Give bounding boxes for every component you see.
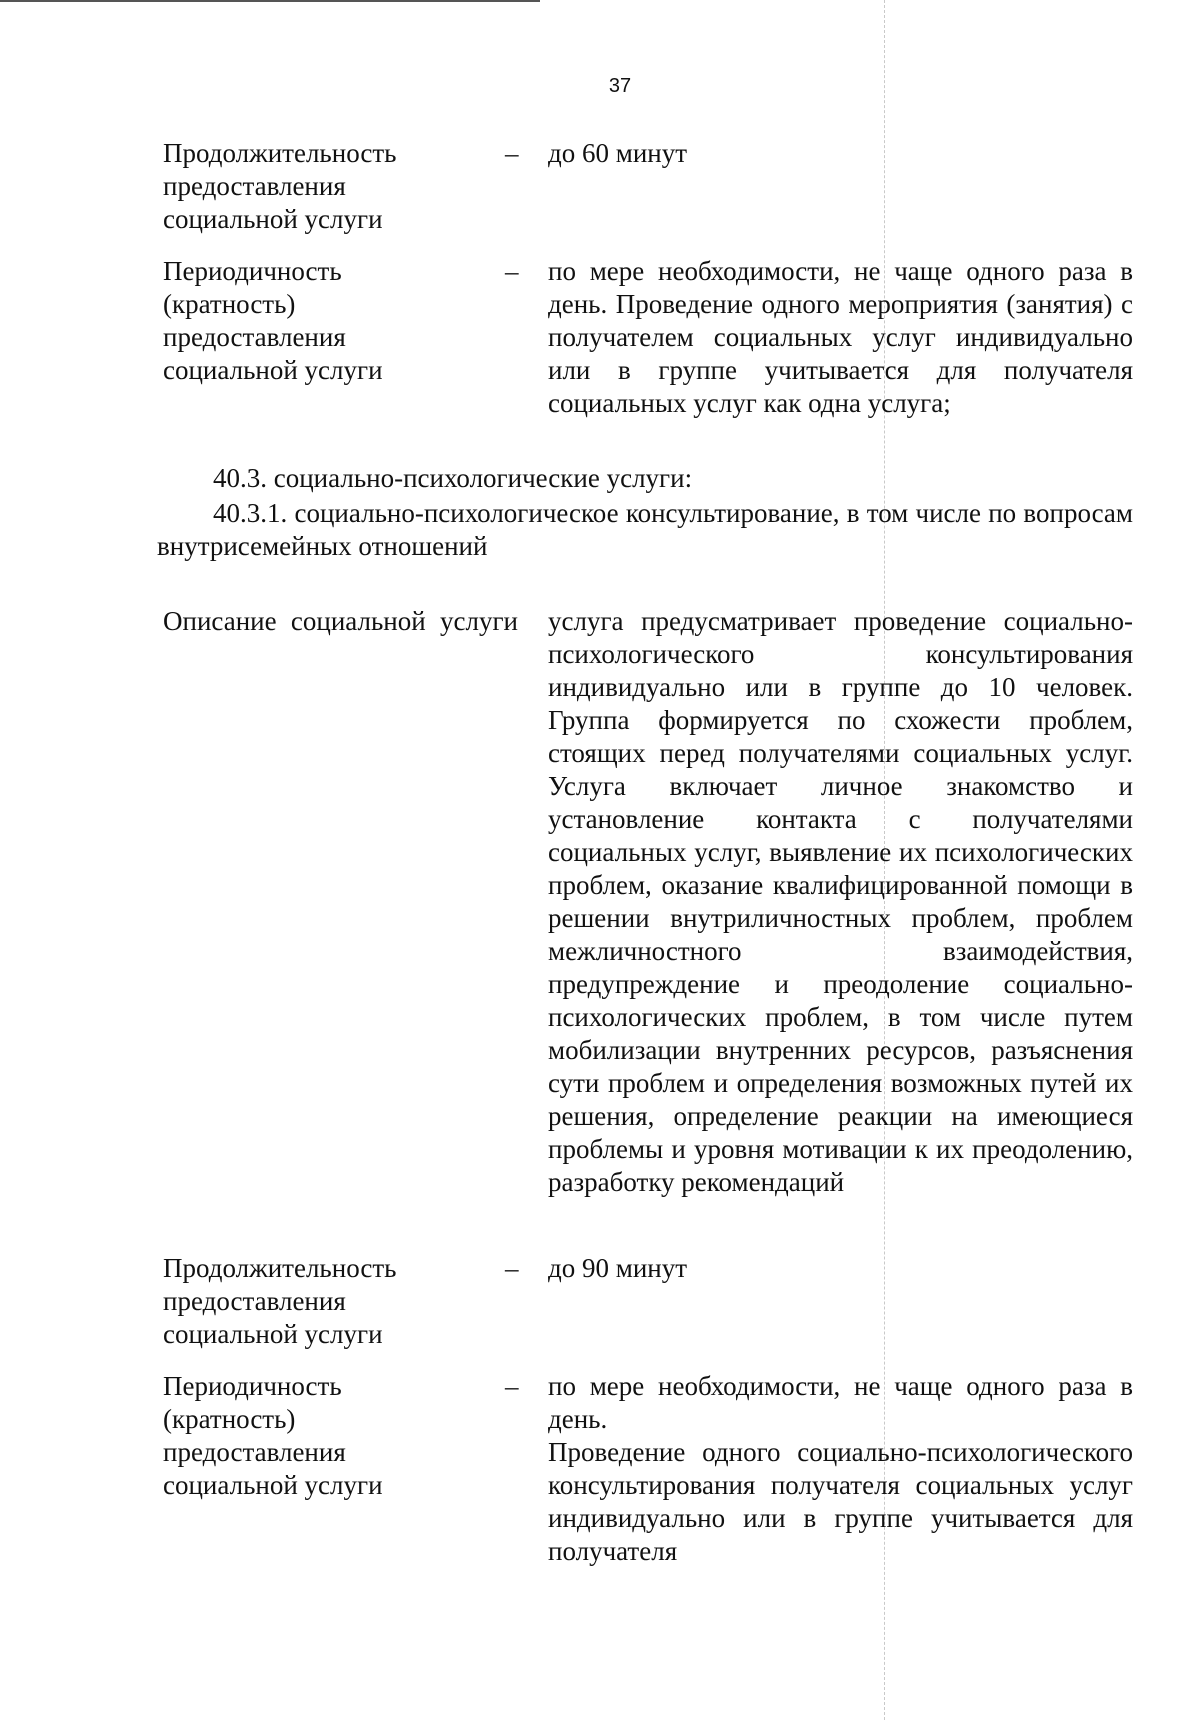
periodicity-value: по мере необходимости, не чаще одного раза в день. Проведение одного мероприятия (занятия) с получателем социальных услуг индивидуально или в группе учитывается для получателя социальных услуг как одна услуга; xyxy=(548,256,1133,418)
description-value: услуга предусматривает проведение социально-психологического консультирования индивидуально или в группе до 10 человек. Группа формируется по схожести проблем, стоящих перед получателями социальных услуг. Услуга включает личное знакомство и установление контакта с получателями социальных услуг, выявление их психологических проблем, оказание квалифицированной помощи в решении внутриличностных проблем, проблем межличностного взаимодействия, предупреждение и преодоление социально-психологических проблем, в том числе путем мобилизации внутренних ресурсов, разъяснения сути проблем и определения возможных путей их решения, определение реакции на имеющиеся проблемы и уровня мотивации к их преодолению, разработку рекомендаций xyxy=(548,606,1133,1197)
section-heading: 40.3. социально-психологические услуги: xyxy=(213,463,693,493)
periodicity-label: Периодичность (кратность) предоставления социальной услуги xyxy=(163,256,383,385)
scan-edge-line xyxy=(0,0,540,2)
page-number: 37 xyxy=(608,75,632,97)
dash-separator: – xyxy=(505,1253,519,1283)
periodicity-value-first: по мере необходимости, не чаще одного раза в день. xyxy=(548,1371,1133,1434)
dash-separator: – xyxy=(505,138,519,168)
duration-value: до 60 минут xyxy=(548,138,688,168)
duration-value: до 90 минут xyxy=(548,1253,688,1283)
description-label: Описание социальной услуги xyxy=(163,606,518,636)
periodicity-value-second: Проведение одного социально-психологического консультирования получателя социальных услуг индивидуально или в группе учитывается для получателя xyxy=(548,1437,1133,1566)
dash-separator: – xyxy=(505,1371,519,1401)
section-subheading: 40.3.1. социально-психологическое консультирование, в том числе по вопросам внутрисемейных отношений xyxy=(157,498,1133,561)
duration-label: Продолжительность предоставления социальной услуги xyxy=(163,1253,397,1349)
periodicity-label: Периодичность (кратность) предоставления социальной услуги xyxy=(163,1371,383,1500)
periodicity-value-block xyxy=(548,1370,1133,1568)
dash-separator: – xyxy=(505,256,519,286)
duration-label: Продолжительность предоставления социальной услуги xyxy=(163,138,397,234)
